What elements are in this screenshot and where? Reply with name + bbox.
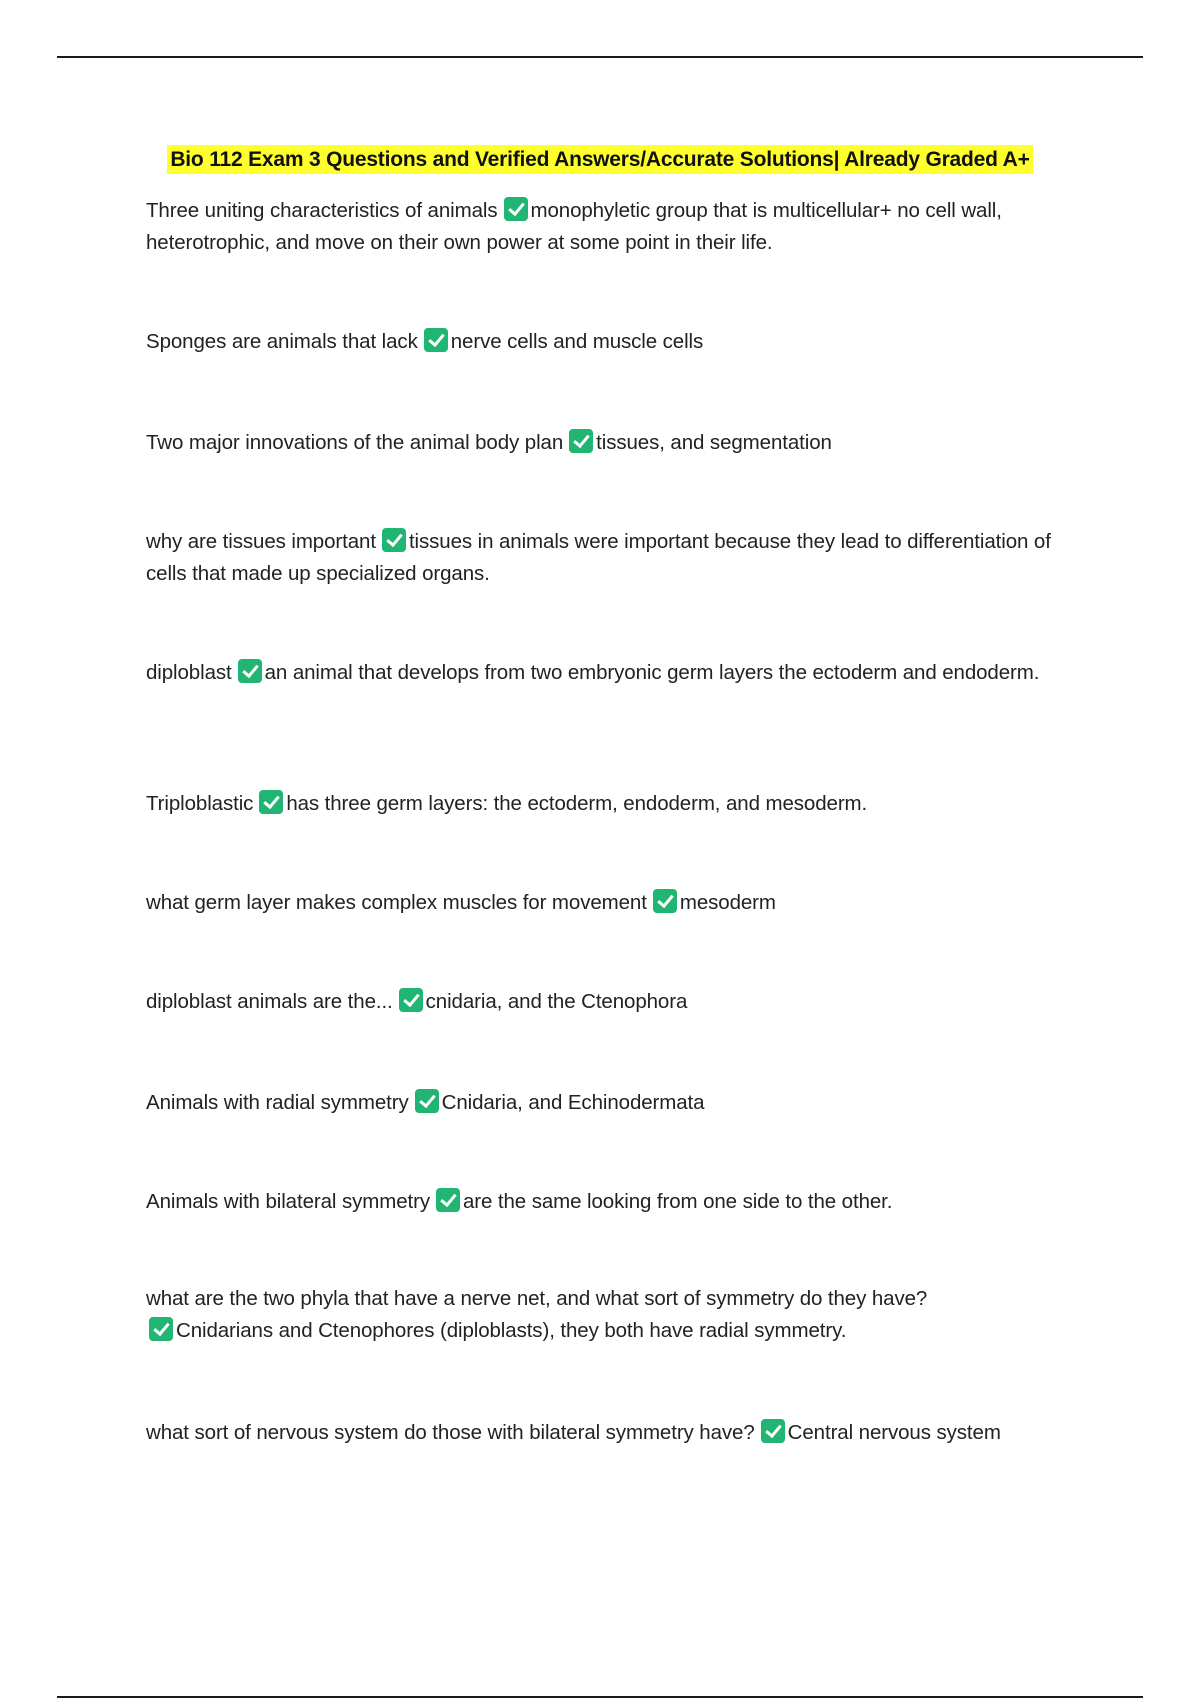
answer-text: monophyletic group that is multicellular+ no cell wall, heterotrophic, and move on their own power at some point in their life. [146, 199, 1002, 254]
qa-item-9 [146, 1087, 1096, 1119]
question-text: Triploblastic [146, 792, 254, 815]
question-text: diploblast [146, 661, 232, 684]
answer-text: tissues, and segmentation [596, 431, 832, 454]
answer-text: Cnidaria, and Echinodermata [441, 1091, 705, 1114]
qa-item-3 [146, 427, 1096, 459]
answer-text: tissues in animals were important because they lead to differentiation of cells that made up specialized organs. [146, 530, 1051, 585]
check-icon [238, 659, 262, 683]
check-icon [436, 1188, 460, 1212]
question-text: Sponges are animals that lack [146, 330, 418, 353]
title-container [0, 145, 1200, 174]
check-icon [399, 988, 423, 1012]
question-text: what germ layer makes complex muscles for movement [146, 891, 647, 914]
document-title: Bio 112 Exam 3 Questions and Verified Answers/Accurate Solutions| Already Graded A+ [167, 145, 1032, 174]
qa-item-6 [146, 788, 1096, 820]
question-text: Animals with bilateral symmetry [146, 1190, 430, 1213]
question-text: what are the two phyla that have a nerve net, and what sort of symmetry do they have? [146, 1287, 928, 1310]
answer-text: Cnidarians and Ctenophores (diploblasts), they both have radial symmetry. [176, 1319, 847, 1342]
qa-item-12 [146, 1417, 1096, 1449]
qa-item-10 [146, 1186, 1096, 1218]
question-text: Three uniting characteristics of animals [146, 199, 498, 222]
question-text: diploblast animals are the... [146, 990, 393, 1013]
answer-text: are the same looking from one side to the other. [462, 1190, 893, 1213]
answer-text: nerve cells and muscle cells [450, 330, 704, 353]
question-text: Two major innovations of the animal body plan [146, 431, 564, 454]
check-icon [424, 328, 448, 352]
check-icon [149, 1317, 173, 1341]
check-icon [569, 429, 593, 453]
qa-item-1 [146, 195, 1096, 259]
qa-item-11 [146, 1283, 1096, 1347]
qa-item-5 [146, 657, 1096, 689]
qa-item-4 [146, 526, 1096, 590]
question-text: why are tissues important [146, 530, 376, 553]
check-icon [259, 790, 283, 814]
check-icon [382, 528, 406, 552]
question-text: Animals with radial symmetry [146, 1091, 409, 1114]
question-text: what sort of nervous system do those with bilateral symmetry have? [146, 1421, 755, 1444]
check-icon [761, 1419, 785, 1443]
qa-item-8 [146, 986, 1096, 1018]
bottom-rule [57, 1696, 1143, 1698]
check-icon [653, 889, 677, 913]
check-icon [504, 197, 528, 221]
answer-text: mesoderm [679, 891, 776, 914]
qa-item-7 [146, 887, 1096, 919]
answer-text: an animal that develops from two embryonic germ layers the ectoderm and endoderm. [264, 661, 1040, 684]
top-rule [57, 56, 1143, 58]
answer-text: Central nervous system [787, 1421, 1001, 1444]
answer-text: has three germ layers: the ectoderm, endoderm, and mesoderm. [286, 792, 868, 815]
qa-item-2 [146, 326, 1096, 358]
answer-text: cnidaria, and the Ctenophora [425, 990, 688, 1013]
check-icon [415, 1089, 439, 1113]
